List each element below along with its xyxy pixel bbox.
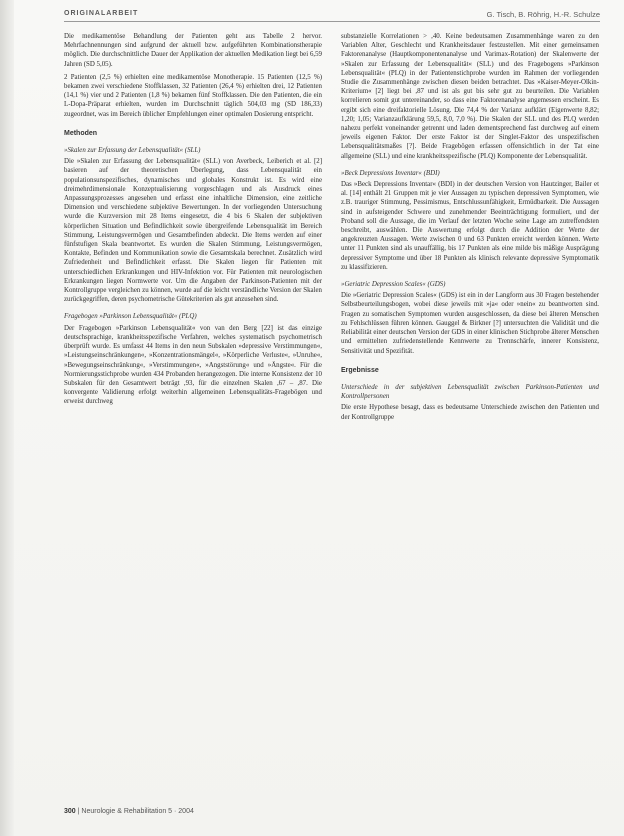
right-column <box>341 32 599 426</box>
paragraph-hypothesis: Die erste Hypothese besagt, dass es bedeutsame Unterschiede zwischen den Patienten und der Kontrollgruppe <box>341 404 599 421</box>
running-header <box>64 10 600 24</box>
subheading-gds: »Geriatric Depression Scales« (GDS) <box>341 281 446 289</box>
paragraph-medication: Die medikamentöse Behandlung der Patienten geht aus Tabelle 2 hervor. Mehrfachnennungen sind aufgrund der aktuell bzw. aufgeführten Kombinationstherapie möglich. Die durchschnittliche Dauer der Applikation der aktuellen Medikation liegt bei 6,59 Jahren (SD 5,05). <box>64 33 322 68</box>
subheading-plq: Fragebogen »Parkinson Lebensqualität« (PLQ) <box>64 313 197 321</box>
paragraph-factor-analysis: substanzielle Korrelationen > ,40. Keine bedeutsamen Zusammenhänge waren zu den Variablen Alter, Geschlecht und Krankheitsdauer festzustellen. Mit einer gemeinsamen Faktorenanalyse (Hauptkomponentenanalyse und Varimax-Rotation) der Skalenwerte der »Skalen zur Erfassung der Lebensqualität« (SLL) und des Fragebogens »Parkinson Lebensqualität« (PLQ) in der Patientenstichprobe wurden im Rahmen der vorliegenden Studie die Zusammenhänge zwischen diesen beiden betrachtet. Das »Kaiser-Meyer-Olkin-Kriterium« [2] liegt bei ,87 und ist als gut bis sehr gut zu beurteilen. Die Variablen korrelieren somit gut untereinander, so dass eine Faktorenanalyse angemessen erscheint. Es ergibt sich eine dreifaktorielle Lösung. Die 74,4 % der Varianz aufklärt (Eigenwerte 8,82; 1,20; 1,05; Varianzaufklärung 59,5, 8,0, 7,0 %). Die Skalen der SLL und des PLQ werden nahezu perfekt voneinander getrennt und laden dementsprechend fast durchweg auf einem jeweils eigenen Faktor. Der erste Faktor ist der Singlet-Faktor des unspezifischen Lebensqualitätsmaßes [?]. Beide Fragebögen erfassen offensichtlich in der Tat eine allgemeine (SLL) und eine krankheitsspezifische (PLQ) Komponente der Lebensqualität. <box>341 33 599 160</box>
journal-citation: | Neurologie & Rehabilitation 5 · 2004 <box>77 808 194 815</box>
methods-heading: Methoden <box>64 129 98 137</box>
paragraph-bdi: Das »Beck Depressions Inventar« (BDI) in der deutschen Version von Hautzinger, Bailer et al. [14] enthält 21 Gruppen mit je vier Aussagen zu typischen depressiven Symptomen, wie z.B. trauriger Stimmung, Pessimismus, Entschlussunfähigkeit, Ermüdbarkeit. Die Aussagen sind in aufsteigender Schwere und zunehmender Beeinträchtigung formuliert, und der Proband soll die Aussage, die im Verlauf der letzten Woche seine Lage am zutreffendsten beschreibt, auswählen. Die Auswertung erfolgt durch die Addition der Werte der angekreuzten Aussagen. Werte zwischen 0 und 63 Punkten erreicht werden können. Werte unter 11 Punkten sind als unauffällig, bis 17 Punkten als eine milde bis mäßige Ausprägung depressiver Symptome und über 18 Punkten als klinisch relevante depressive Symptomatik zu klassifizieren. <box>341 181 599 271</box>
subheading-bdi: »Beck Depressions Inventar« (BDI) <box>341 169 440 177</box>
paragraph-plq: Der Fragebogen »Parkinson Lebensqualität« von van den Berg [22] ist das einzige deutschsprachige, krankheitsspezifische Verfahren, welches systematisch psychometrisch überprüft wurde. Es umfasst 44 Items in den neun Subskalen »depressive Verstimmungen«, »Leistungseinschränkungen«, »Konzentrationsmängel«, »Körperliche Verluste«, »Unruhe«, »Bewegungseinschränkung«, »Verstimmungen«, »Angststörung« und »Ängste«. Für die Normierungsstichprobe wurden 434 Probanden herangezogen. Die interne Konsistenz der 10 Subskalen für den Gesamtwert beträgt ,93, für die einzelnen Skalen ,67 – ,87. Die konvergente Validierung erfolgt weiterhin allgemeinen Lebensqualitäts-Fragebögen und erweist durchweg <box>64 324 322 406</box>
header-rule <box>64 21 600 22</box>
paragraph-gds: Die »Geriatric Depression Scales« (GDS) ist ein in der Langform aus 30 Fragen bestehender Selbstbeurteilungsbogen, wobei diese jeweils mit »ja« oder »nein« zu beantworten sind. Fragen zu somatischen Symptomen wurden ausgeschlossen, da diese bei älteren Menschen zu Fehlschlüssen führen können. Gauggel & Birkner [?] untersuchten die Validität und die Reliabilität einer deutschen Version der GDS in einer klinischen Stichprobe älterer Menschen und ermittelten zufriedenstellende Kennwerte zu Trennschärfe, innerer Konsistenz, Sensitivität und Spezifität. <box>341 292 599 355</box>
results-heading: Ergebnisse <box>341 366 379 374</box>
page-number: 300 <box>64 808 76 815</box>
subheading-results: Unterschiede in der subjektiven Lebensqualität zwischen Parkinson-Patienten und Kontrollpersonen <box>341 383 599 401</box>
header-authors: G. Tisch, B. Röhrig, H.-R. Schulze <box>486 10 600 19</box>
section-label: ORIGINALARBEIT <box>64 10 139 17</box>
page-footer <box>64 808 364 820</box>
paragraph-therapy-counts: 2 Patienten (2,5 %) erhielten eine medikamentöse Monotherapie. 15 Patienten (12,5 %) bekamen zwei verschiedene Stoffklassen, 32 Patienten (26,4 %) erhielten drei, 12 Patienten (14,1 %) vier und 2 Patienten (1,8 %) bekamen fünf Stoffklassen. Die den Patienten, die ein L-Dopa-Präparat erhielten, wurden im Durchschnitt täglich 504,03 mg (SD 186,33) zugeordnet, was im Bereich üblicher Empfehlungen einer optimalen Dosierung entspricht. <box>64 73 322 118</box>
left-column <box>64 32 322 411</box>
subheading-sll: »Skalen zur Erfassung der Lebensqualität« (SLL) <box>64 147 201 155</box>
scan-binding-edge <box>0 0 14 836</box>
paragraph-sll: Die »Skalen zur Erfassung der Lebensqualität« (SLL) von Averbeck, Leiberich et al. [2] basieren auf der theoretischen Überlegung, dass Lebensqualität ein populationsunspezifisches, dynamisches und globales Konstrukt ist. Es wird eine dreimehrdimensionale Konzeptualisierung vorgeschlagen und als Ausdruck eines Anpassungsprozesses angesehen und erfasst eine inhaltliche Dimension, eine zeitliche Dimension und verschiedene subjektive Bewertungen. In der vorliegenden Untersuchung wurde die Kurzversion mit 28 Items eingesetzt, die 4 bis 6 Skalen der subjektiven körperlichen Situation und Befindlichkeit sowie übergreifende Lebensqualität im Bereich Stimmung, Leistungsvermögen und Gesamtbefinden abdeckt. Die Items werden auf einer fünfstufigen Skala beantwortet. Es wurden die Skalen Stimmung, Leistungsvermögen, Kontakte, Befinden und Kommunikation sowie die Gesamtskala berechnet. Zusätzlich wird Zufriedenheit und Befindlichkeit erfasst. Die Skalen liegen für Patienten mit unterschiedlichen Erkrankungen und HIV-Infektion vor. Für Patienten mit neurologischen Erkrankungen liegen Normwerte vor. Um die Angaben der Parkinson-Patienten mit der Kontrollgruppe vergleichen zu können, wurde auf die leicht verständliche Version der Skalen zurückgegriffen, deren psychometrische Gütekriterien als gut anzusehen sind. <box>64 158 322 304</box>
